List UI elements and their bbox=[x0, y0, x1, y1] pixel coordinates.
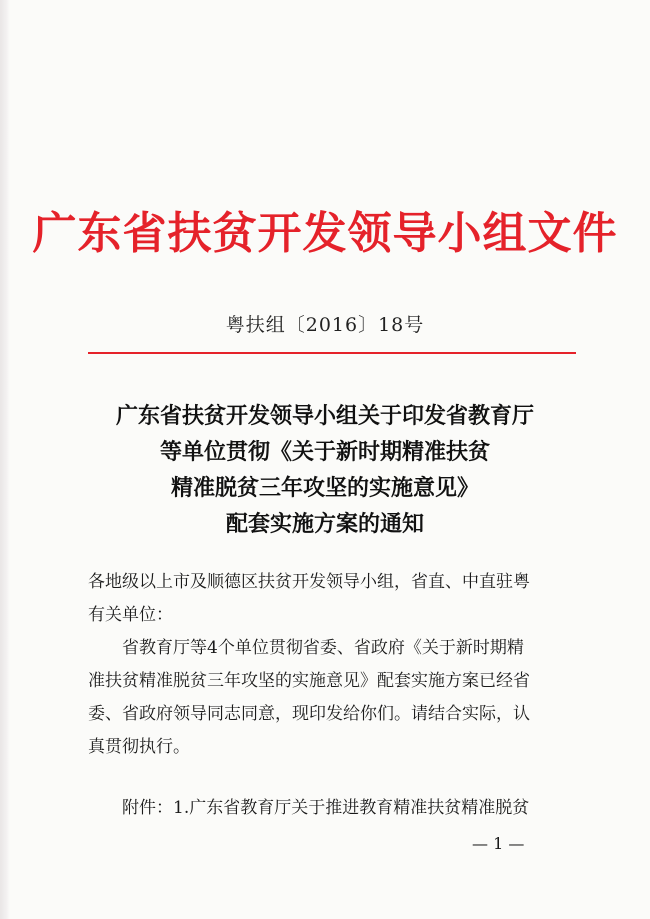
addressee-line: 各地级以上市及顺德区扶贫开发领导小组，省直、中直驻粤 bbox=[88, 572, 530, 592]
page-number: — 1 — bbox=[472, 834, 525, 853]
addressee-line: 有关单位： bbox=[88, 605, 173, 625]
paragraph-line: 真贯彻执行。 bbox=[88, 737, 190, 757]
subject-line: 配套实施方案的通知 bbox=[225, 511, 424, 537]
paragraph-line: 省教育厅等4个单位贯彻省委、省政府《关于新时期精 bbox=[122, 638, 524, 658]
attachment-line: 附件：1.广东省教育厅关于推进教育精准扶贫精准脱贫 bbox=[122, 798, 530, 818]
subject-line: 广东省扶贫开发领导小组关于印发省教育厅 bbox=[115, 403, 534, 429]
paragraph-line: 委、省政府领导同志同意，现印发给你们。请结合实际，认 bbox=[88, 704, 530, 724]
document-number: 粤扶组〔2016〕18号 bbox=[225, 314, 425, 336]
document-body bbox=[88, 566, 588, 764]
paragraph-line: 准扶贫精准脱贫三年攻坚的实施意见》配套实施方案已经省 bbox=[88, 671, 530, 691]
subject-line: 精准脱贫三年攻坚的实施意见》 bbox=[170, 475, 479, 501]
document-header-title: 广东省扶贫开发领导小组文件 bbox=[32, 208, 618, 259]
subject-line: 等单位贯彻《关于新时期精准扶贫 bbox=[159, 439, 490, 465]
red-divider-line bbox=[88, 352, 576, 354]
document-subject bbox=[0, 398, 650, 542]
